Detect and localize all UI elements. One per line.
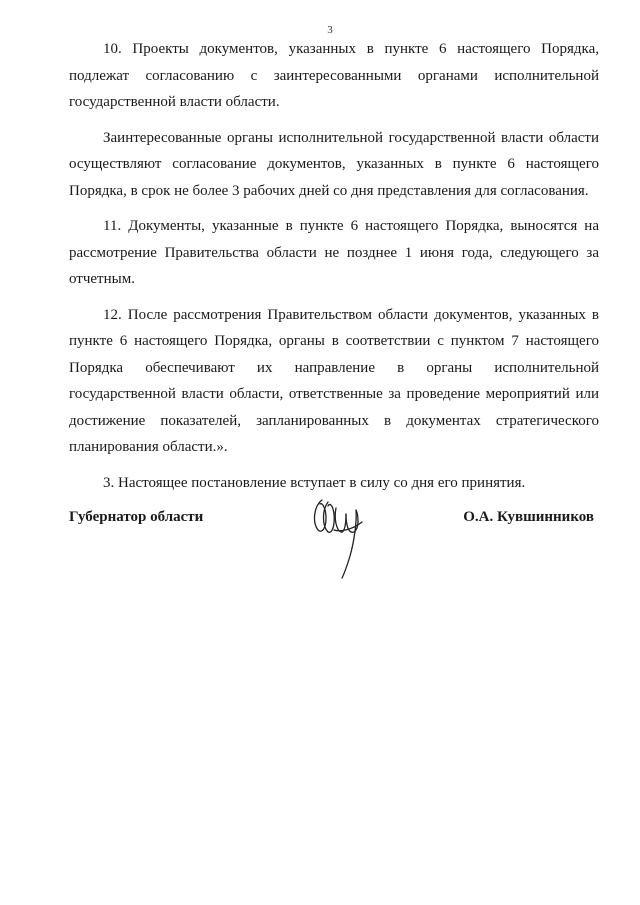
paragraph-3: 3. Настоящее постановление вступает в силу со дня его принятия. — [103, 474, 526, 491]
paragraph-10: 10. Проекты документов, указанных в пункте 6 настоящего Порядка, подлежат согласованию с заинтересованными органами исполнительной государственной власти области. — [69, 41, 599, 110]
page-number: 3 — [327, 24, 333, 36]
signer-position: Губернатор области — [69, 509, 204, 525]
signer-name: О.А. Кувшинников — [463, 509, 594, 525]
handwritten-signature — [308, 492, 378, 582]
document-body — [69, 36, 599, 505]
paragraph-12: 12. После рассмотрения Правительством области документов, указанных в пункте 6 настоящего Порядка, органы в соответствии с пунктом 7 настоящего Порядка обеспечивают их направление в органы исполнительной государственной власти области, ответственные за проведение мероприятий или достижение показателей, запланированных в документах стратегического планирования области.». — [69, 306, 599, 455]
paragraph-11: 11. Документы, указанные в пункте 6 настоящего Порядка, выносятся на рассмотрение Правительства области не позднее 1 июня года, следующего за отчетным. — [69, 218, 599, 287]
paragraph-10-continued: Заинтересованные органы исполнительной государственной власти области осуществляют согласование документов, указанных в пункте 6 настоящего Порядка, в срок не более 3 рабочих дней со дня представления для согласования. — [69, 129, 599, 199]
